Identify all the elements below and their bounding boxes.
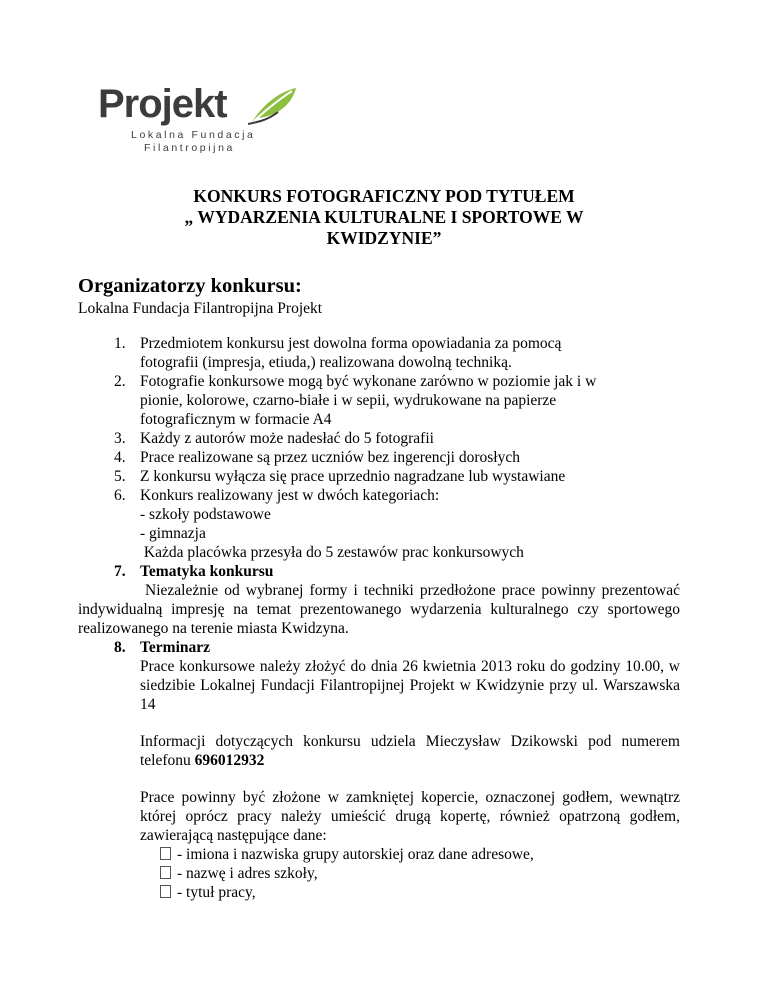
list-item: [114, 486, 680, 562]
list-item: [114, 467, 680, 486]
list-number: 7.: [114, 563, 126, 580]
section-7-text: Niezależnie od wybranej formy i techniki przedłożone prace powinny prezentować indywidualną impresję na temat prezentowanego wydarzenia kulturalnego czy sportowego realizowanego na terenie miasta Kwidzyna.: [78, 582, 680, 637]
contact-info: [140, 732, 680, 770]
list-item: [114, 429, 680, 448]
list-line: Każdy z autorów może nadesłać do 5 fotografii: [140, 430, 434, 447]
list-line: Każda placówka przesyła do 5 zestawów prac konkursowych: [140, 544, 524, 561]
logo-subtitle-line2: Filantropijna: [144, 142, 235, 154]
leaf-icon: [248, 86, 298, 126]
list-line: pionie, kolorowe, czarno-białe i w sepii, wydrukowane na papierze: [140, 392, 557, 409]
list-item: [114, 448, 680, 467]
list-line: fotograficznym w formacie A4: [140, 411, 332, 428]
section-heading: Tematyka konkursu: [140, 563, 274, 580]
list-line: - gimnazja: [140, 525, 206, 542]
list-number: 6.: [114, 487, 126, 504]
bullet-item: [160, 883, 256, 902]
list-number: 8.: [114, 639, 126, 656]
list-number: 3.: [114, 430, 126, 447]
bullet-box-icon: [160, 885, 171, 898]
list-item: [114, 372, 680, 429]
list-line: Z konkursu wyłącza się prace uprzednio nagradzane lub wystawiane: [140, 468, 566, 485]
list-line: Prace realizowane są przez uczniów bez ingerencji dorosłych: [140, 449, 520, 466]
section-heading: Terminarz: [140, 639, 211, 656]
organizers-heading: Organizatorzy konkursu:: [78, 275, 302, 297]
organizer-name: Lokalna Fundacja Filantropijna Projekt: [78, 300, 323, 317]
bullet-text: - imiona i nazwiska grupy autorskiej oraz dane adresowe,: [177, 846, 534, 863]
list-item: [114, 334, 680, 372]
list-line: fotografii (impresja, etiuda,) realizowana dowolną techniką.: [140, 354, 512, 371]
bullet-item: [160, 864, 318, 883]
section-7-heading: [114, 562, 680, 581]
list-number: 1.: [114, 335, 126, 352]
foundation-logo: [98, 84, 318, 154]
phone-number: 696012932: [194, 752, 265, 769]
document-title: [120, 186, 648, 249]
logo-subtitle-line1: Lokalna Fundacja: [131, 129, 256, 141]
logo-wordmark: Projekt: [98, 82, 227, 126]
list-number: 5.: [114, 468, 126, 485]
bullet-item: [160, 845, 534, 864]
bullet-box-icon: [160, 866, 171, 879]
list-line: - szkoły podstawowe: [140, 506, 271, 523]
bullet-text: - nazwę i adres szkoły,: [177, 865, 318, 882]
title-line: „ WYDARZENIA KULTURALNE I SPORTOWE W: [184, 207, 584, 227]
bullet-box-icon: [160, 847, 171, 860]
list-number: 2.: [114, 373, 126, 390]
bullet-text: - tytuł pracy,: [177, 884, 256, 901]
list-line: Przedmiotem konkursu jest dowolna forma opowiadania za pomocą: [140, 335, 562, 352]
contact-text: Informacji dotyczących konkursu udziela Mieczysław Dzikowski pod numerem telefonu: [140, 733, 680, 769]
section-8-text: Prace konkursowe należy złożyć do dnia 26 kwietnia 2013 roku do godziny 10.00, w siedzibie Lokalnej Fundacji Filantropijnej Projekt w Kwidzynie przy ul. Warszawska 14: [140, 658, 680, 713]
list-number: 4.: [114, 449, 126, 466]
title-line: KONKURS FOTOGRAFICZNY POD TYTUŁEM: [193, 186, 575, 206]
list-line: Fotografie konkursowe mogą być wykonane zarówno w poziomie jak i w: [140, 373, 597, 390]
submission-text: Prace powinny być złożone w zamkniętej kopercie, oznaczonej godłem, wewnątrz której oprócz pracy należy umieścić drugą kopertę, również opatrzoną godłem, zawierającą następujące dane:: [140, 789, 680, 844]
section-8-heading: [114, 638, 680, 657]
title-line: KWIDZYNIE”: [326, 228, 442, 248]
list-line: Konkurs realizowany jest w dwóch kategoriach:: [140, 487, 440, 504]
